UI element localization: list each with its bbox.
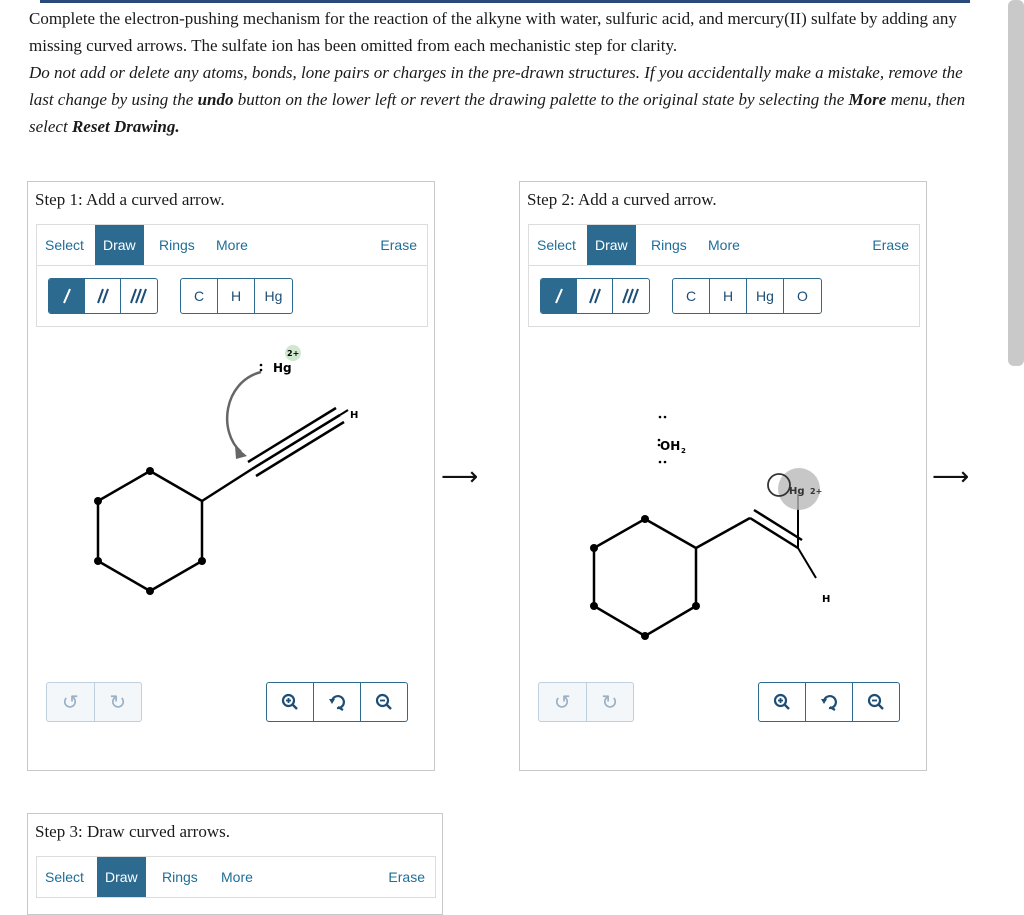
zoom-in-icon[interactable]: [267, 683, 314, 721]
element-button-c[interactable]: C: [673, 279, 710, 313]
ring-atoms: [94, 467, 206, 595]
step1-undo-redo: [46, 682, 142, 722]
step3-tab-rings[interactable]: Rings: [162, 869, 198, 885]
hg-atom-label: Hg: [273, 361, 292, 375]
cyclohexane-ring: [594, 519, 696, 636]
redo-icon[interactable]: ↻: [109, 690, 127, 714]
single-bond-icon[interactable]: [49, 279, 85, 313]
step1-tabbar: [36, 224, 428, 266]
instructions-paragraph-1: Complete the electron-pushing mechanism for the reaction of the alkyne with water, sulfuric acid, and mercury(II) sulfate by adding any missing curved arrows. The sulfate ion has been omitted from each mechanistic step for clarity.: [29, 9, 957, 55]
step2-toolbar: [528, 264, 920, 327]
ring-atoms: [590, 515, 700, 640]
step3-title: Step 3: Draw curved arrows.: [35, 822, 230, 841]
step2-tab-erase[interactable]: Erase: [872, 237, 909, 253]
zoom-reset-icon[interactable]: [806, 683, 853, 721]
step2-tab-more[interactable]: More: [708, 237, 740, 253]
step2-tab-rings[interactable]: Rings: [651, 237, 687, 253]
step1-toolbar: [36, 264, 428, 327]
element-button-hg[interactable]: Hg: [747, 279, 784, 313]
undo-icon[interactable]: ↺: [539, 683, 587, 721]
curved-arrow-head: [235, 446, 247, 459]
single-bond-icon[interactable]: [541, 279, 577, 313]
step2-zoom-group: [758, 682, 900, 722]
element-button-h[interactable]: H: [710, 279, 747, 313]
double-bond-icon[interactable]: [85, 279, 121, 313]
ch-bond: [798, 548, 816, 578]
instructions: [29, 5, 979, 140]
step3-tabbar: [36, 856, 436, 898]
step1-drawing-canvas[interactable]: [28, 332, 432, 672]
step1-zoom-group: [266, 682, 408, 722]
step1-tab-erase[interactable]: Erase: [380, 237, 417, 253]
step3-tab-draw[interactable]: Draw: [97, 857, 146, 897]
zoom-out-icon[interactable]: [361, 683, 407, 721]
top-accent-bar: [40, 0, 970, 3]
water-subscript: 2: [681, 447, 686, 455]
charge-label: 2+: [810, 487, 823, 496]
triple-bond: [248, 408, 344, 476]
step1-tab-more[interactable]: More: [216, 237, 248, 253]
zoom-in-icon[interactable]: [759, 683, 806, 721]
h-atom-label: H: [350, 410, 359, 421]
step1-panel: [27, 181, 435, 771]
zoom-out-icon[interactable]: [853, 683, 899, 721]
cyclohexane-ring: [98, 471, 202, 591]
h-atom-label: H: [822, 594, 831, 605]
step1-tab-select[interactable]: Select: [45, 237, 84, 253]
redo-icon[interactable]: ↻: [601, 690, 619, 714]
step2-tab-select[interactable]: Select: [537, 237, 576, 253]
vinyl-substituent-bond: [696, 518, 750, 548]
step2-tabbar: [528, 224, 920, 266]
reaction-arrow-icon: ⟶: [932, 462, 970, 492]
double-bond: [750, 510, 802, 548]
scrollbar[interactable]: [1008, 0, 1024, 366]
water-label: OH: [660, 439, 681, 453]
step3-tab-erase[interactable]: Erase: [388, 869, 425, 885]
step1-tab-draw[interactable]: Draw: [95, 225, 144, 265]
curved-arrow[interactable]: [227, 372, 261, 452]
element-button-c[interactable]: C: [181, 279, 218, 313]
double-bond-icon[interactable]: [577, 279, 613, 313]
element-button-hg[interactable]: Hg: [264, 288, 283, 304]
element-button-o[interactable]: O: [797, 288, 808, 304]
step3-panel: [27, 813, 443, 915]
triple-bond-icon[interactable]: [121, 279, 157, 313]
step1-element-group: [180, 278, 293, 314]
step2-drawing-canvas[interactable]: [520, 332, 924, 672]
step2-bond-group: [540, 278, 650, 314]
element-button-h[interactable]: H: [218, 279, 255, 313]
step1-bond-group: [48, 278, 158, 314]
reaction-arrow-icon: ⟶: [441, 462, 479, 492]
step1-title: Step 1: Add a curved arrow.: [35, 190, 225, 209]
instructions-paragraph-2: Do not add or delete any atoms, bonds, lone pairs or charges in the pre-drawn structures. If you accidentally make a mistake, remove the last change by using the undo button on the lower left or revert the drawing palette to the original state by selecting the More menu, then select Reset Drawing.: [29, 63, 966, 136]
step3-tab-more[interactable]: More: [221, 869, 253, 885]
charge-label: 2+: [287, 349, 300, 358]
triple-bond-icon[interactable]: [613, 279, 649, 313]
terminal-ch-bond: [340, 410, 348, 415]
step3-tab-select[interactable]: Select: [45, 869, 84, 885]
hg-atom-label: Hg: [789, 486, 805, 497]
step2-tab-draw[interactable]: Draw: [587, 225, 636, 265]
step2-title: Step 2: Add a curved arrow.: [527, 190, 717, 209]
undo-icon[interactable]: ↺: [47, 683, 95, 721]
step2-panel: [519, 181, 927, 771]
step2-element-group: [672, 278, 822, 314]
step2-undo-redo: [538, 682, 634, 722]
step1-tab-rings[interactable]: Rings: [159, 237, 195, 253]
alkyne-substituent-bond: [202, 469, 252, 501]
zoom-reset-icon[interactable]: [314, 683, 361, 721]
